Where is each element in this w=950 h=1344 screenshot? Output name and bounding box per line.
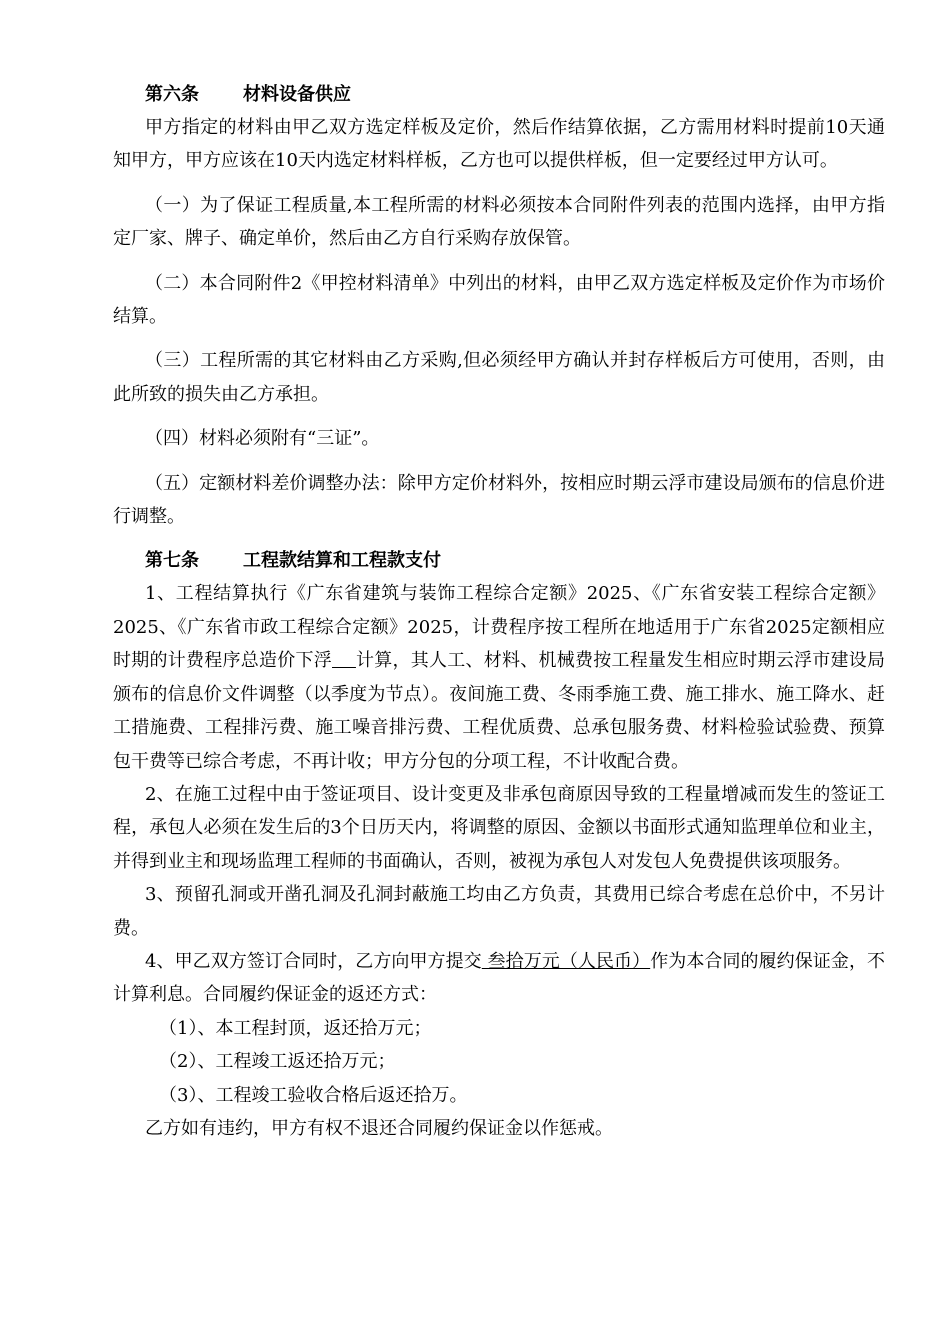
section-6-item-4: （四）材料必须附有“三证”。: [145, 428, 380, 450]
section-6-number: 第六条: [145, 84, 199, 105]
section-7-number: 第七条: [145, 550, 199, 572]
section-6-item-3: （三）工程所需的其它材料由乙方采购,但必须经甲方确认并封存样板后方可使用，否则，由此所致的损失由乙方承担。: [113, 350, 885, 405]
section-6-heading: [113, 78, 885, 111]
clause-1-text-a: 1、工程结算执行《广东省建筑与装饰工程综合定额》2025、《广东省安装工程综合定额》2025、《广东省市政工程综合定额》2025，计费程序按工程所在地适用于广东省2025定额相应时期的计费程序总造价下浮: [113, 583, 885, 672]
section-7-clause-3: 3、预留孔洞或开凿孔洞及孔洞封蔽施工均由乙方负责，其费用已综合考虑在总价中，不另计费。: [113, 884, 885, 939]
section-7-clause-1: [113, 577, 885, 777]
section-7-clause-2: 2、在施工过程中由于签证项目、设计变更及非承包商原因导致的工程量增减而发生的签证工程，承包人必须在发生后的3个日历天内，将调整的原因、金额以书面形式通知监理单位和业主，并得到业主和现场监理工程师的书面确认，否则，被视为承包人对发包人免费提供该项服务。: [113, 783, 885, 872]
section-6-item-5: （五）定额材料差价调整办法：除甲方定价材料外，按相应时期云浮市建设局颁布的信息价进行调整。: [113, 472, 885, 528]
clause-4-text-b: 作为本合同的履约保证金，不计算利息。合同履约保证金的返还方式：: [113, 950, 886, 1006]
refund-item-2: （2）、工程竣工返还拾万元；: [159, 1051, 396, 1073]
refund-item-3: （3）、工程竣工验收合格后返还拾万。: [159, 1084, 468, 1106]
section-6-title: 材料设备供应: [243, 84, 351, 105]
contract-page: [113, 78, 885, 1145]
clause-1-text-b: 计算，其人工、材料、机械费按工程量发生相应时期云浮市建设局颁布的信息价文件调整（以季度为节点）。夜间施工费、冬雨季施工费、施工排水、施工降水、赶工措施费、工程排污费、施工噪音排污费、工程优质费、总承包服务费、材料检验试验费、预算包干费等已综合考虑，不再计收；甲方分包的分项工程，不计收配合费。: [113, 650, 886, 772]
section-6-item-1: （一）为了保证工程质量,本工程所需的材料必须按本合同附件列表的范围内选择，由甲方指定厂家、牌子、确定单价，然后由乙方自行采购存放保管。: [113, 194, 885, 250]
section-6-intro: 甲方指定的材料由甲乙双方选定样板及定价，然后作结算依据，乙方需用材料时提前10天通知甲方，甲方应该在10天内选定材料样板，乙方也可以提供样板，但一定要经过甲方认可。: [113, 117, 885, 172]
refund-item-1: （1）、本工程封顶，返还拾万元；: [159, 1017, 432, 1039]
section-7-clause-4: [113, 945, 885, 1012]
section-6-item-2: （二）本合同附件2《甲控材料清单》中列出的材料，由甲乙双方选定样板及定价作为市场价结算。: [113, 272, 885, 328]
clause-4-text-a: 4、甲乙双方签订合同时，乙方向甲方提交: [145, 950, 482, 972]
section-7-closing: 乙方如有违约，甲方有权不退还合同履约保证金以作惩戒。: [145, 1117, 613, 1139]
discount-rate-blank: [332, 650, 356, 671]
section-7-title: 工程款结算和工程款支付: [243, 550, 441, 572]
section-7-heading: [113, 544, 885, 577]
deposit-amount: 叁拾万元（人民币）: [481, 950, 651, 972]
